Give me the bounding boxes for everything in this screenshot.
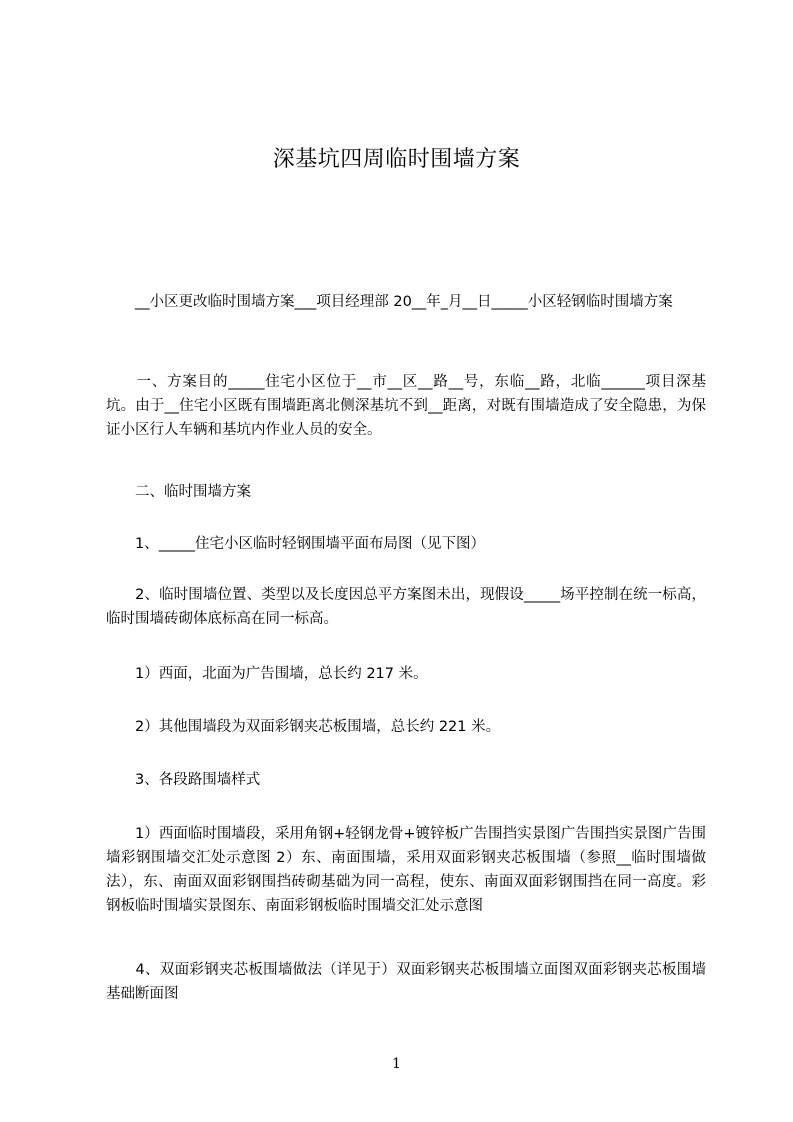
paragraph-styles-detail: 1）西面临时围墙段，采用角钢+轻钢龙骨+镀锌板广告围挡实景图广告围挡实景图广告围墙彩钢围墙交汇处示意图 2）东、南面围墙，采用双面彩钢夹芯板围墙（参照__临时围墙做法），东、南面双面彩钢围挡砖砌基础为同一高程，使东、南面双面彩钢围挡在同一高度。彩钢板临时围墙实景图东、南面彩钢板临时围墙交汇处示意图 bbox=[106, 826, 706, 914]
paragraph-item-4: 4、双面彩钢夹芯板围墙做法（详见于）双面彩钢夹芯板围墙立面图双面彩钢夹芯板围墙基础断面图 bbox=[106, 962, 706, 1002]
paragraph-sub-2: 2）其他围墙段为双面彩钢夹芯板围墙，总长约 221 米。 bbox=[106, 719, 501, 735]
paragraph-item-2: 2、临时围墙位置、类型以及长度因总平方案图未出，现假设_____场平控制在统一标高，临时围墙砖砌体底标高在同一标高。 bbox=[106, 587, 706, 627]
paragraph-intro: __小区更改临时围墙方案___项目经理部 20__年_月__日_____小区轻钢临时围墙方案 bbox=[106, 294, 673, 310]
paragraph-item-3: 3、各段路围墙样式 bbox=[106, 772, 261, 788]
paragraph-sub-1: 1）西面，北面为广告围墙，总长约 217 米。 bbox=[106, 666, 428, 682]
paragraph-section-2-heading: 二、临时围墙方案 bbox=[106, 484, 251, 500]
paragraph-item-1: 1、_____住宅小区临时轻钢围墙平面布局图（见下图） bbox=[106, 536, 485, 552]
page-number: 1 bbox=[392, 1056, 401, 1072]
paragraph-purpose: 一、方案目的_____住宅小区位于__市__区__路__号，东临__路，北临______项目深基坑。由于__住宅小区既有围墙距离北侧深基坑不到__距离，对既有围墙造成了安全隐患，为保证小区行人车辆和基坑内作业人员的安全。 bbox=[106, 374, 706, 438]
document-title: 深基坑四周临时围墙方案 bbox=[272, 147, 521, 172]
